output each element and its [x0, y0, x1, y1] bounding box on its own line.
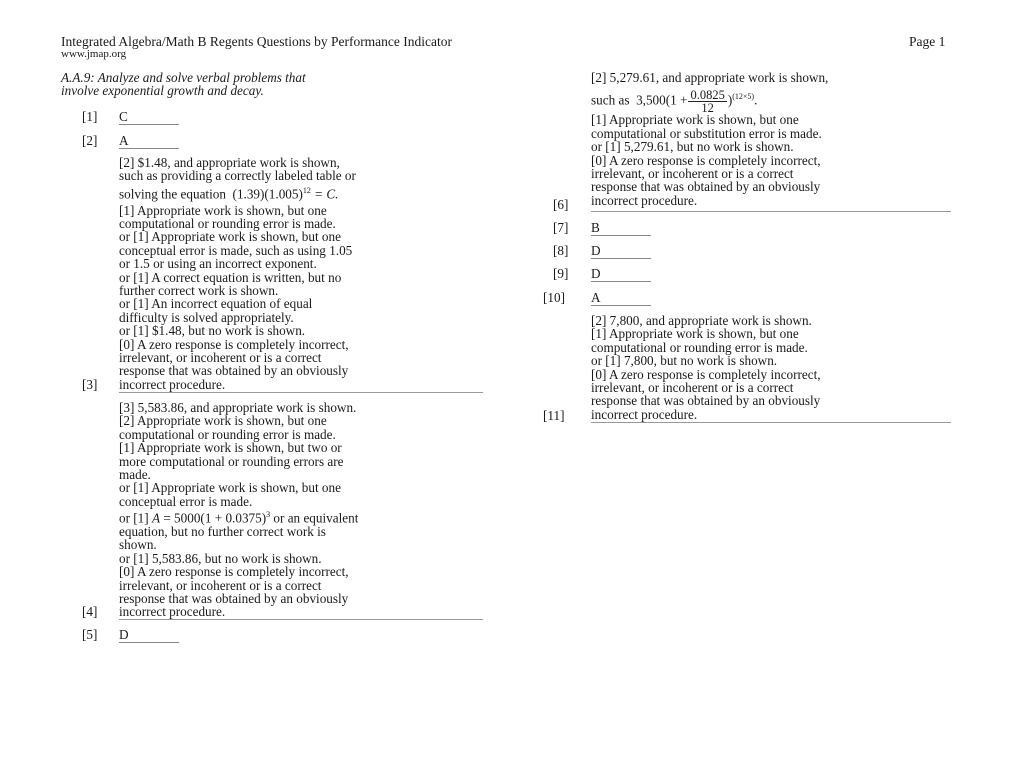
rubric-line: [1] Appropriate work is shown, but one	[591, 112, 799, 128]
rubric-line: irrelevant, or incoherent or is a correct	[591, 380, 794, 396]
rubric-q5	[591, 71, 828, 207]
rubric-line: response that was obtained by an obviously	[119, 363, 349, 379]
rubric-text: solving the equation	[119, 186, 226, 202]
equation: (1.39)(1.005)	[232, 186, 303, 202]
indicator-line: A.A.9: Analyze and solve verbal problems that	[61, 70, 306, 85]
rubric-line: irrelevant, or incoherent or is a correct	[591, 166, 794, 182]
rubric-line: [0] A zero response is completely incorrect,	[591, 152, 821, 168]
exponent: (12×5)	[732, 92, 755, 102]
answer-value: C	[119, 109, 179, 125]
question-number: [3]	[82, 377, 98, 392]
equation-tail: = C.	[310, 186, 339, 202]
answer-value: B	[591, 220, 651, 236]
rubric-line: [3] 5,583.86, and appropriate work is shown.	[119, 400, 357, 415]
question-number: [11]	[543, 408, 565, 423]
rubric-line: [1] Appropriate work is shown, but one	[119, 202, 327, 218]
question-number: [7]	[553, 220, 569, 235]
exponent: 3	[266, 510, 271, 520]
numerator: 0.0825	[690, 88, 725, 103]
rubric-text: or an equivalent	[270, 510, 359, 526]
rubric-line: irrelevant, or incoherent or is a correct	[119, 350, 322, 366]
divider	[119, 392, 483, 393]
rubric-line: or [1] Appropriate work is shown, but one	[119, 480, 341, 496]
rubric-line: or [1] Appropriate work is shown, but one	[119, 229, 341, 245]
rubric-text: such as	[591, 92, 630, 108]
rubric-line: or [1] An incorrect equation of equal	[119, 296, 313, 312]
rubric-line: such as 3,500(1 + $\frac{0.0825}{12}$ )$^{(12\times 5)}$.	[591, 88, 758, 116]
rubric-line: computational or substitution error is made.	[591, 125, 822, 141]
rubric-line: or [1] $1.48, but no work is shown.	[119, 323, 306, 339]
rubric-line	[119, 508, 358, 525]
answer-value: A	[591, 290, 651, 306]
question-number: [10]	[543, 290, 565, 305]
rubric-line: further correct work is shown.	[119, 283, 279, 299]
rubric-q3	[119, 401, 358, 619]
question-number: [2]	[82, 133, 98, 148]
rubric-line: or 1.5 or using an incorrect exponent.	[119, 256, 317, 272]
rubric-text: or [1]	[119, 510, 152, 526]
question-number: [6]	[553, 197, 569, 212]
rubric-line: or [1] A correct equation is written, but no	[119, 269, 342, 285]
rubric-line	[119, 184, 356, 201]
answer-value: A	[119, 133, 179, 149]
rubric-line: more computational or rounding errors are	[119, 453, 344, 469]
indicator-line: involve exponential growth and decay.	[61, 83, 264, 99]
source-url: www.jmap.org	[61, 48, 127, 60]
rubric-line: response that was obtained by an obviously	[591, 179, 821, 195]
answer-value: D	[591, 243, 651, 259]
exponent: 12	[302, 185, 311, 195]
rubric-line: [1] Appropriate work is shown, but one	[591, 326, 799, 342]
rubric-line: [1] Appropriate work is shown, but two or	[119, 440, 342, 456]
rubric-line: [2] 5,279.61, and appropriate work is shown,	[591, 70, 829, 85]
equation: = 5000(1 + 0.0375)	[160, 510, 267, 526]
rubric-line: [0] A zero response is completely incorrect,	[119, 336, 349, 352]
rubric-line: [0] A zero response is completely incorrect,	[119, 564, 349, 580]
rubric-line: [0] A zero response is completely incorrect,	[591, 366, 821, 382]
rubric-line: [2] Appropriate work is shown, but one	[119, 413, 327, 429]
rubric-q10	[591, 314, 821, 421]
rubric-line: or [1] 5,583.86, but no work is shown.	[119, 550, 322, 566]
answer-value: D	[591, 266, 651, 282]
question-number: [5]	[82, 627, 98, 642]
answer-value: D	[119, 627, 179, 643]
rubric-line: computational or rounding error is made.	[119, 216, 336, 232]
page-number: Page 1	[909, 34, 946, 49]
question-number: [9]	[553, 266, 569, 281]
rubric-line: computational or rounding error is made.	[591, 339, 808, 355]
denominator: 12	[701, 101, 714, 116]
rubric-line: incorrect procedure.	[119, 376, 226, 392]
question-number: [1]	[82, 109, 98, 124]
rubric-line: conceptual error is made, such as using 1.05	[119, 242, 353, 258]
rubric-line: incorrect procedure.	[591, 192, 698, 208]
divider	[591, 211, 951, 212]
rubric-line: made.	[119, 467, 151, 483]
rubric-line: irrelevant, or incoherent or is a correct	[119, 577, 322, 593]
rubric-line: [2] 7,800, and appropriate work is shown.	[591, 313, 812, 328]
rubric-line: response that was obtained by an obviously	[591, 393, 821, 409]
equation: 3,500(1 +	[636, 92, 688, 108]
performance-indicator	[61, 71, 306, 98]
rubric-line: or [1] 7,800, but no work is shown.	[591, 353, 778, 369]
rubric-line: computational or rounding error is made.	[119, 426, 336, 442]
question-number: [4]	[82, 604, 98, 619]
rubric-line: such as providing a correctly labeled table or	[119, 168, 356, 184]
rubric-line: or [1] 5,279.61, but no work is shown.	[591, 139, 794, 155]
rubric-line: difficulty is solved appropriately.	[119, 309, 294, 325]
rubric-line: equation, but no further correct work is	[119, 524, 326, 540]
divider	[119, 619, 483, 620]
divider	[591, 422, 951, 423]
rubric-line: response that was obtained by an obviously	[119, 591, 349, 607]
question-number: [8]	[553, 243, 569, 258]
variable: A	[151, 510, 161, 526]
rubric-line: conceptual error is made.	[119, 493, 253, 509]
rubric-line: [2] $1.48, and appropriate work is shown,	[119, 155, 340, 170]
rubric-line: incorrect procedure.	[119, 604, 226, 620]
rubric-line: shown.	[119, 537, 157, 553]
rubric-line: incorrect procedure.	[591, 406, 698, 422]
document-title: Integrated Algebra/Math B Regents Questions by Performance Indicator	[61, 34, 453, 49]
rubric-q2	[119, 156, 356, 391]
fraction	[688, 89, 726, 114]
